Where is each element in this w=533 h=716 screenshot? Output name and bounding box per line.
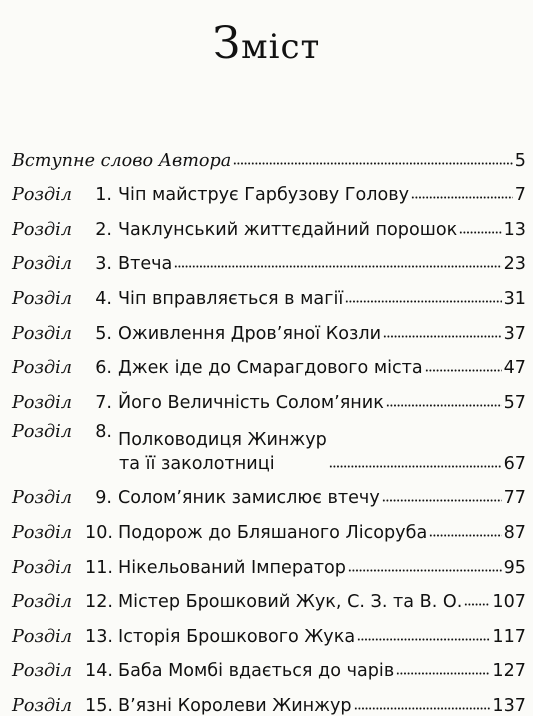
- toc-page-number: 127: [492, 661, 526, 682]
- toc-leader: [382, 498, 502, 503]
- toc-leader: [464, 602, 490, 607]
- toc-row[interactable]: [12, 681, 526, 716]
- section-label: Розділ: [12, 185, 73, 206]
- chapter-title: Його Величність Солом’яник: [118, 392, 384, 413]
- toc-leader: [354, 706, 491, 711]
- toc-leader: [345, 299, 501, 304]
- toc-intro-title: Вступне слово Автора: [12, 150, 232, 171]
- table-of-contents: [12, 136, 526, 716]
- toc-row[interactable]: [12, 171, 526, 206]
- section-label: Розділ: [12, 323, 73, 344]
- toc-row[interactable]: [12, 344, 526, 379]
- chapter-title: Втеча: [118, 254, 173, 275]
- toc-row[interactable]: [12, 612, 526, 647]
- toc-leader: [174, 264, 501, 269]
- toc-page-number: 47: [503, 358, 526, 379]
- section-label: Розділ: [12, 695, 73, 716]
- toc-page-number: 67: [503, 453, 526, 474]
- section-label: Розділ: [12, 392, 73, 413]
- chapter-number: 1.: [95, 185, 112, 206]
- title-initial: З: [212, 18, 242, 69]
- chapter-number: 5.: [95, 323, 112, 344]
- chapter-title: Подорож до Бляшаного Лісоруба: [118, 522, 428, 543]
- toc-page-number: 107: [492, 592, 526, 613]
- toc-page-number: 57: [503, 392, 526, 413]
- toc-leader: [329, 464, 502, 469]
- chapter-title: В’язні Королеви Жинжур: [118, 695, 352, 716]
- toc-leader: [386, 403, 502, 408]
- toc-row[interactable]: [12, 240, 526, 275]
- chapter-title: Чаклунський життєдайний порошок: [118, 219, 458, 240]
- page-title: [0, 18, 533, 69]
- chapter-title: Нікельований Імператор: [118, 557, 346, 578]
- toc-page-number: 7: [514, 185, 526, 206]
- section-label: Розділ: [12, 626, 73, 647]
- title-rest: міст: [241, 27, 321, 67]
- toc-row[interactable]: [12, 205, 526, 240]
- section-label: Розділ: [12, 557, 73, 578]
- chapter-number: 2.: [95, 219, 112, 240]
- chapter-title: Чіп вправляється в магії: [118, 288, 344, 309]
- toc-page-number: 23: [503, 254, 526, 275]
- toc-leader: [459, 230, 501, 235]
- chapter-title: Містер Брошковий Жук, С. З. та В. О.: [118, 592, 463, 613]
- section-label: Розділ: [12, 288, 73, 309]
- toc-row-intro[interactable]: [12, 136, 526, 171]
- chapter-number: 6.: [95, 358, 112, 379]
- toc-page-number: 95: [503, 557, 526, 578]
- toc-leader: [396, 671, 490, 676]
- chapter-number: 10.: [85, 522, 113, 543]
- section-label: Розділ: [12, 358, 73, 379]
- toc-page-number: 31: [503, 288, 526, 309]
- toc-leader: [411, 195, 513, 200]
- toc-row[interactable]: [12, 378, 526, 413]
- toc-row[interactable]: [12, 413, 526, 474]
- toc-row[interactable]: [12, 474, 526, 509]
- toc-row[interactable]: [12, 508, 526, 543]
- chapter-number: 9.: [95, 488, 112, 509]
- chapter-title: Солом’яник замислює втечу: [118, 488, 380, 509]
- chapter-title: Чіп майструє Гарбузову Голову: [118, 185, 410, 206]
- chapter-title: Полководиця Жинжур: [118, 429, 327, 450]
- chapter-number: 14.: [85, 661, 113, 682]
- toc-leader: [233, 161, 513, 166]
- chapter-number: 15.: [85, 695, 113, 716]
- toc-page-number: 13: [503, 219, 526, 240]
- toc-row[interactable]: [12, 578, 526, 613]
- section-label: Розділ: [12, 488, 73, 509]
- toc-row[interactable]: [12, 543, 526, 578]
- toc-row[interactable]: [12, 647, 526, 682]
- toc-leader: [425, 368, 502, 373]
- section-label: Розділ: [12, 421, 73, 442]
- toc-page-number: 137: [492, 695, 526, 716]
- chapter-number: 13.: [85, 626, 113, 647]
- chapter-number: 12.: [85, 592, 113, 613]
- section-label: Розділ: [12, 254, 73, 275]
- toc-page-number: 77: [503, 488, 526, 509]
- toc-leader: [348, 568, 502, 573]
- chapter-title-continuation: та її заколотниці: [119, 453, 275, 474]
- section-label: Розділ: [12, 661, 73, 682]
- toc-row[interactable]: [12, 274, 526, 309]
- toc-page-number: 87: [503, 522, 526, 543]
- chapter-number: 4.: [95, 288, 112, 309]
- chapter-title: Історія Брошкового Жука: [118, 626, 356, 647]
- section-label: Розділ: [12, 219, 73, 240]
- section-label: Розділ: [12, 522, 73, 543]
- chapter-title: Баба Момбі вдається до чарів: [118, 661, 395, 682]
- toc-leader: [383, 334, 502, 339]
- toc-page-number: 117: [492, 626, 526, 647]
- chapter-number: 3.: [95, 254, 112, 275]
- chapter-title: Джек іде до Смарагдового міста: [118, 358, 423, 379]
- toc-page-number: 5: [514, 150, 526, 171]
- chapter-title: Оживлення Дров’яної Козли: [118, 323, 382, 344]
- chapter-number: 11.: [85, 557, 113, 578]
- toc-page-number: 37: [503, 323, 526, 344]
- toc-leader: [357, 637, 490, 642]
- chapter-number: 8.: [95, 421, 112, 442]
- toc-leader: [429, 533, 501, 538]
- toc-row[interactable]: [12, 309, 526, 344]
- section-label: Розділ: [12, 592, 73, 613]
- chapter-number: 7.: [95, 392, 112, 413]
